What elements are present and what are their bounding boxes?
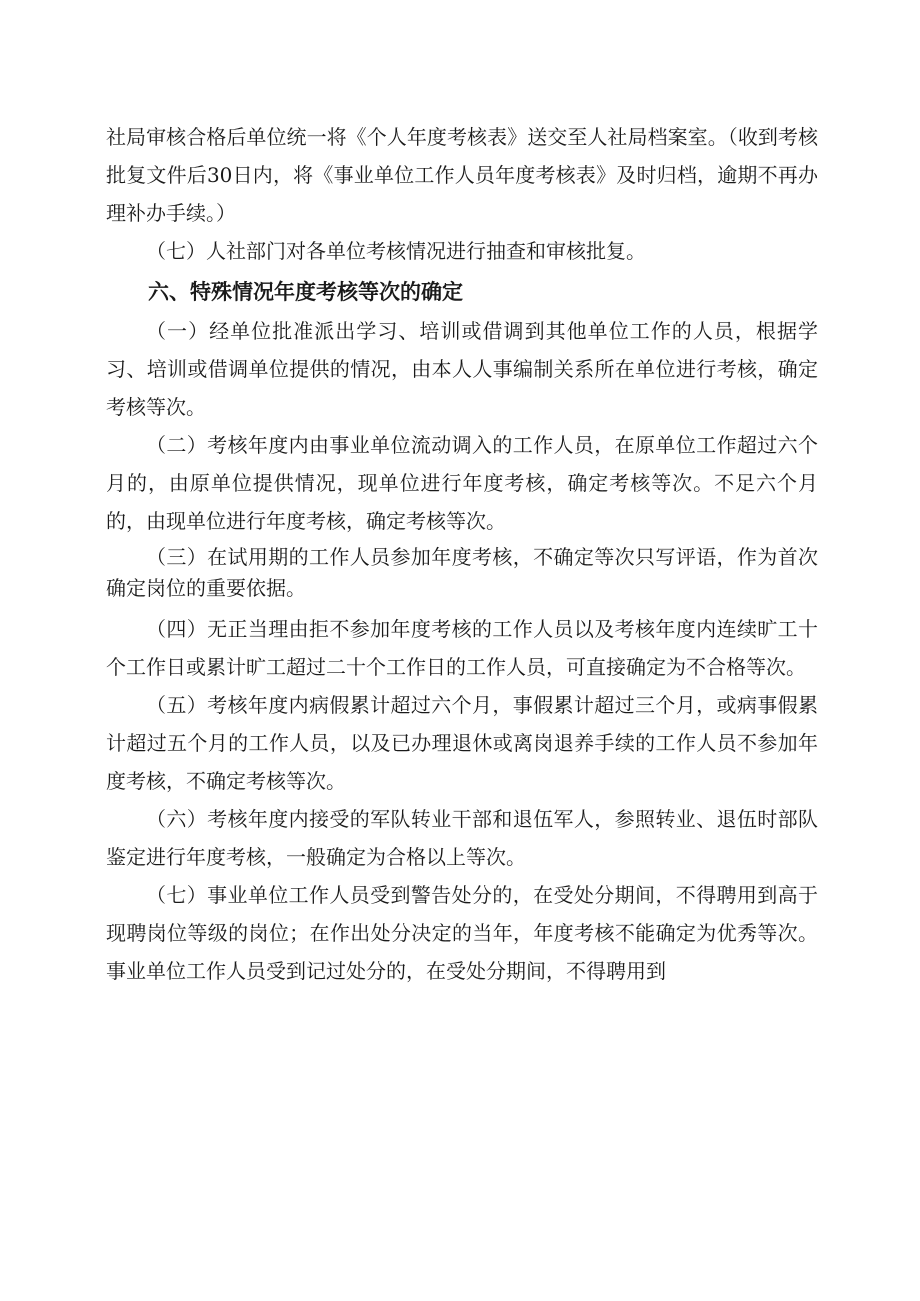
item-5: （五）考核年度内病假累计超过六个月，事假累计超过三个月，或病事假累计超过五个月的工作人员，以及已办理退休或离岗退养手续的工作人员不参加年度考核，不确定考核等次。 xyxy=(106,693,818,793)
continued-paragraph: 社局审核合格后单位统一将《个人年度考核表》送交至人社局档案室。（收到考核批复文件后30日内，将《事业单位工作人员年度考核表》及时归档，逾期不再办理补办手续。） xyxy=(106,125,818,225)
item-3: （三）在试用期的工作人员参加年度考核，不确定等次只写评语，作为首次确定岗位的重要依据。 xyxy=(106,545,818,600)
item-7: （七）事业单位工作人员受到警告处分的，在受处分期间，不得聘用到高于现聘岗位等级的岗位；在作出处分决定的当年，年度考核不能确定为优秀等次。事业单位工作人员受到记过处分的，在受处分期间，不得聘用到 xyxy=(106,883,818,983)
section-heading: 六、特殊情况年度考核等次的确定 xyxy=(148,280,463,304)
document-body xyxy=(106,118,818,990)
item-2: （二）考核年度内由事业单位流动调入的工作人员，在原单位工作超过六个月的，由原单位提供情况，现单位进行年度考核，确定考核等次。不足六个月的，由现单位进行年度考核，确定考核等次。 xyxy=(106,433,818,533)
item-1: （一）经单位批准派出学习、培训或借调到其他单位工作的人员，根据学习、培训或借调单位提供的情况，由本人人事编制关系所在单位进行考核，确定考核等次。 xyxy=(106,319,818,419)
item-4: （四）无正当理由拒不参加年度考核的工作人员以及考核年度内连续旷工十个工作日或累计旷工超过二十个工作日的工作人员，可直接确定为不合格等次。 xyxy=(106,617,818,679)
item-6: （六）考核年度内接受的军队转业干部和退伍军人，参照转业、退伍时部队鉴定进行年度考核，一般确定为合格以上等次。 xyxy=(106,807,818,869)
paragraph-review-approval: （七）人社部门对各单位考核情况进行抽查和审核批复。 xyxy=(146,239,646,263)
